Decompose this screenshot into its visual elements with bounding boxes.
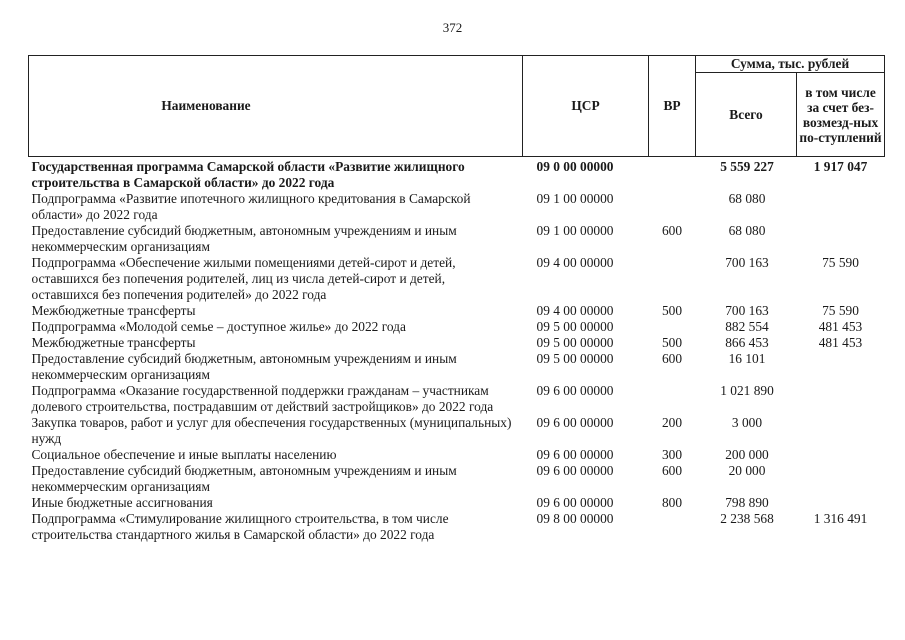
row-vr: 500 <box>661 303 683 318</box>
row-grant <box>797 383 885 415</box>
row-grant <box>797 447 885 463</box>
row-grant: 1 316 491 <box>813 511 868 526</box>
table-row <box>29 157 885 192</box>
row-name: Подпрограмма «Молодой семье – доступное жилье» до 2022 года <box>31 319 406 334</box>
header-grant: в том числе за счет без-возмезд-ных по-ступлений <box>797 73 885 157</box>
row-csr: 09 6 00 00000 <box>536 383 614 398</box>
header-csr: ЦСР <box>523 56 649 157</box>
row-csr: 09 5 00 00000 <box>536 335 614 350</box>
row-total: 882 554 <box>725 319 769 334</box>
row-csr: 09 4 00 00000 <box>536 255 614 270</box>
row-vr: 600 <box>661 351 683 366</box>
row-total: 2 238 568 <box>720 511 774 526</box>
row-total: 5 559 227 <box>720 159 774 174</box>
header-sum-group: Сумма, тыс. рублей <box>696 56 885 73</box>
row-total: 3 000 <box>731 415 763 430</box>
row-grant: 75 590 <box>822 255 859 270</box>
table-body <box>29 157 885 544</box>
row-name: Социальное обеспечение и иные выплаты населению <box>31 447 337 462</box>
table-row <box>29 383 885 415</box>
row-vr: 800 <box>661 495 683 510</box>
row-grant <box>797 223 885 255</box>
row-total: 16 101 <box>728 351 766 366</box>
row-csr: 09 1 00 00000 <box>536 191 614 206</box>
row-name: Межбюджетные трансферты <box>31 303 196 318</box>
table-row <box>29 511 885 543</box>
table-row <box>29 447 885 463</box>
header-name: Наименование <box>29 56 523 157</box>
row-csr: 09 6 00 00000 <box>536 415 614 430</box>
budget-table <box>28 55 885 543</box>
table-row <box>29 319 885 335</box>
table-row <box>29 223 885 255</box>
table-row <box>29 303 885 319</box>
page-number: 372 <box>442 20 463 35</box>
header-vr: ВР <box>649 56 696 157</box>
row-vr: 600 <box>661 223 683 238</box>
row-vr <box>649 255 696 303</box>
row-name: Подпрограмма «Оказание государственной поддержки гражданам – участникам долевого строительства, пострадавшим от действий застройщиков» до 2022 года <box>31 383 494 414</box>
row-total: 700 163 <box>725 255 769 270</box>
row-vr <box>649 383 696 415</box>
row-csr: 09 1 00 00000 <box>536 223 614 238</box>
table-row <box>29 351 885 383</box>
row-name: Предоставление субсидий бюджетным, автономным учреждениям и иным некоммерческим организациям <box>31 351 457 382</box>
table-row <box>29 495 885 511</box>
table-row <box>29 255 885 303</box>
row-grant <box>797 495 885 511</box>
header-total: Всего <box>696 73 797 157</box>
row-total: 68 080 <box>728 223 766 238</box>
row-csr: 09 6 00 00000 <box>536 463 614 478</box>
row-name: Подпрограмма «Обеспечение жилыми помещениями детей-сирот и детей, оставшихся без попечения родителей, лиц из числа детей-сирот и детей, оставшихся без попечения родителей» до 2022 года <box>31 255 456 302</box>
table-row <box>29 191 885 223</box>
row-vr: 500 <box>661 335 683 350</box>
row-total: 866 453 <box>725 335 769 350</box>
row-name: Предоставление субсидий бюджетным, автономным учреждениям и иным некоммерческим организациям <box>31 223 457 254</box>
row-name: Иные бюджетные ассигнования <box>31 495 213 510</box>
row-vr <box>649 511 696 543</box>
row-grant <box>797 191 885 223</box>
row-name: Предоставление субсидий бюджетным, автономным учреждениям и иным некоммерческим организациям <box>31 463 457 494</box>
table-row <box>29 463 885 495</box>
row-grant: 75 590 <box>822 303 859 318</box>
row-name: Подпрограмма «Стимулирование жилищного строительства, в том числе строительства стандартного жилья в Самарской области» до 2022 года <box>31 511 449 542</box>
row-grant <box>797 415 885 447</box>
row-name: Подпрограмма «Развитие ипотечного жилищного кредитования в Самарской области» до 2022 года <box>31 191 471 222</box>
row-grant: 481 453 <box>818 335 863 350</box>
table-row <box>29 335 885 351</box>
row-grant: 481 453 <box>818 319 863 334</box>
table-header <box>29 56 885 157</box>
row-csr: 09 6 00 00000 <box>536 495 614 510</box>
row-total: 200 000 <box>725 447 769 462</box>
row-vr: 600 <box>661 463 683 478</box>
row-vr <box>649 319 696 335</box>
row-csr: 09 0 00 00000 <box>536 159 614 174</box>
table-row <box>29 415 885 447</box>
row-grant <box>797 463 885 495</box>
row-grant <box>797 351 885 383</box>
row-name: Закупка товаров, работ и услуг для обеспечения государственных (муниципальных) нужд <box>31 415 512 446</box>
row-total: 68 080 <box>728 191 766 206</box>
row-vr: 300 <box>661 447 683 462</box>
row-vr: 200 <box>661 415 683 430</box>
row-vr <box>649 157 696 192</box>
row-csr: 09 5 00 00000 <box>536 319 614 334</box>
row-csr: 09 4 00 00000 <box>536 303 614 318</box>
row-csr: 09 6 00 00000 <box>536 447 614 462</box>
row-name: Межбюджетные трансферты <box>31 335 196 350</box>
row-name: Государственная программа Самарской области «Развитие жилищного строительства в Самарской области» до 2022 года <box>31 159 465 190</box>
row-total: 1 021 890 <box>720 383 774 398</box>
row-vr <box>649 191 696 223</box>
row-total: 798 890 <box>725 495 769 510</box>
row-total: 20 000 <box>728 463 766 478</box>
row-csr: 09 8 00 00000 <box>536 511 614 526</box>
row-total: 700 163 <box>725 303 769 318</box>
row-csr: 09 5 00 00000 <box>536 351 614 366</box>
row-grant: 1 917 047 <box>813 159 868 174</box>
